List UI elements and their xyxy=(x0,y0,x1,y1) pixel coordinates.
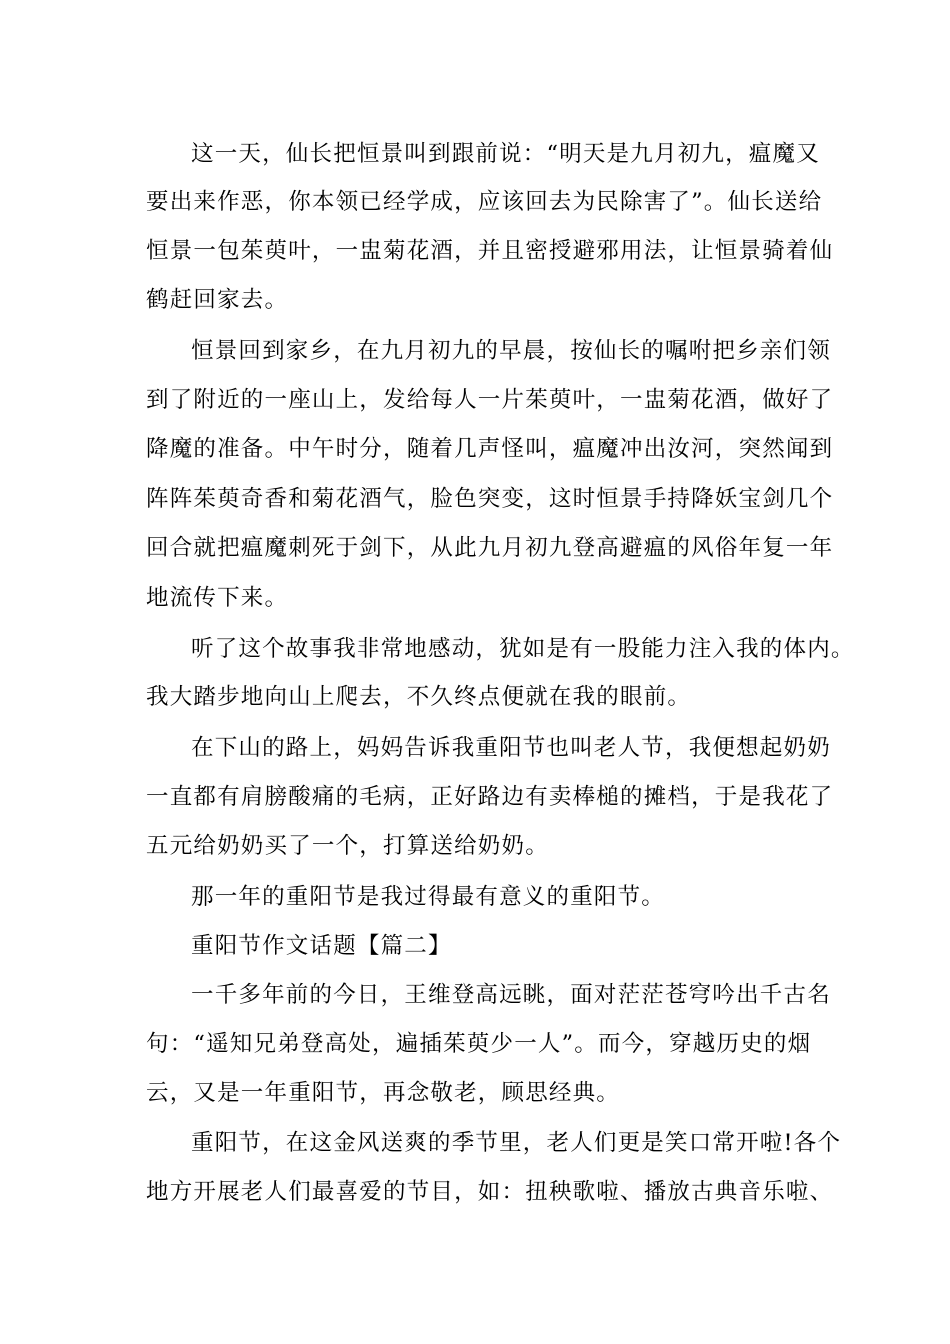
text-line: 鹤赶回家去。 xyxy=(146,287,289,313)
text-line: 那一年的重阳节是我过得最有意义的重阳节。 xyxy=(191,884,666,910)
text-line: 要出来作恶，你本领已经学成，应该回去为民除害了”。仙长送给 xyxy=(146,189,823,215)
text-line: 云，又是一年重阳节，再念敬老，顾思经典。 xyxy=(146,1080,621,1106)
text-line: 到了附近的一座山上，发给每人一片茱萸叶，一盅菊花酒，做好了 xyxy=(146,387,834,413)
text-line: 在下山的路上，妈妈告诉我重阳节也叫老人节，我便想起奶奶 xyxy=(191,735,831,761)
text-line: 恒景一包茱萸叶，一盅菊花酒，并且密授避邪用法，让恒景骑着仙 xyxy=(146,238,834,264)
text-line: 听了这个故事我非常地感动，犹如是有一股能力注入我的体内。 xyxy=(191,636,855,662)
text-line: 地方开展老人们最喜爱的节目，如：扭秧歌啦、播放古典音乐啦、 xyxy=(146,1179,834,1205)
text-line: 降魔的准备。中午时分，随着几声怪叫，瘟魔冲出汝河，突然闻到 xyxy=(146,436,834,462)
text-line: 恒景回到家乡，在九月初九的早晨，按仙长的嘱咐把乡亲们领 xyxy=(191,338,831,364)
section-heading: 重阳节作文话题【篇二】 xyxy=(191,933,452,959)
text-line: 五元给奶奶买了一个，打算送给奶奶。 xyxy=(146,833,549,859)
text-line: 一千多年前的今日，王维登高远眺，面对茫茫苍穹吟出千古名 xyxy=(191,982,831,1008)
text-line: 重阳节，在这金风送爽的季节里，老人们更是笑口常开啦!各个 xyxy=(191,1130,842,1156)
text-line: 句：“遥知兄弟登高处，遍插茱萸少一人”。而今，穿越历史的烟 xyxy=(146,1031,812,1057)
text-line: 回合就把瘟魔刺死于剑下，从此九月初九登高避瘟的风俗年复一年 xyxy=(146,535,834,561)
text-line: 这一天，仙长把恒景叫到跟前说：“明天是九月初九，瘟魔又 xyxy=(191,141,820,167)
text-line: 地流传下来。 xyxy=(146,585,289,611)
text-line: 阵阵茱萸奇香和菊花酒气，脸色突变，这时恒景手持降妖宝剑几个 xyxy=(146,486,834,512)
text-line: 我大踏步地向山上爬去，不久终点便就在我的眼前。 xyxy=(146,684,692,710)
text-line: 一直都有肩膀酸痛的毛病，正好路边有卖棒槌的摊档，于是我花了 xyxy=(146,784,834,810)
